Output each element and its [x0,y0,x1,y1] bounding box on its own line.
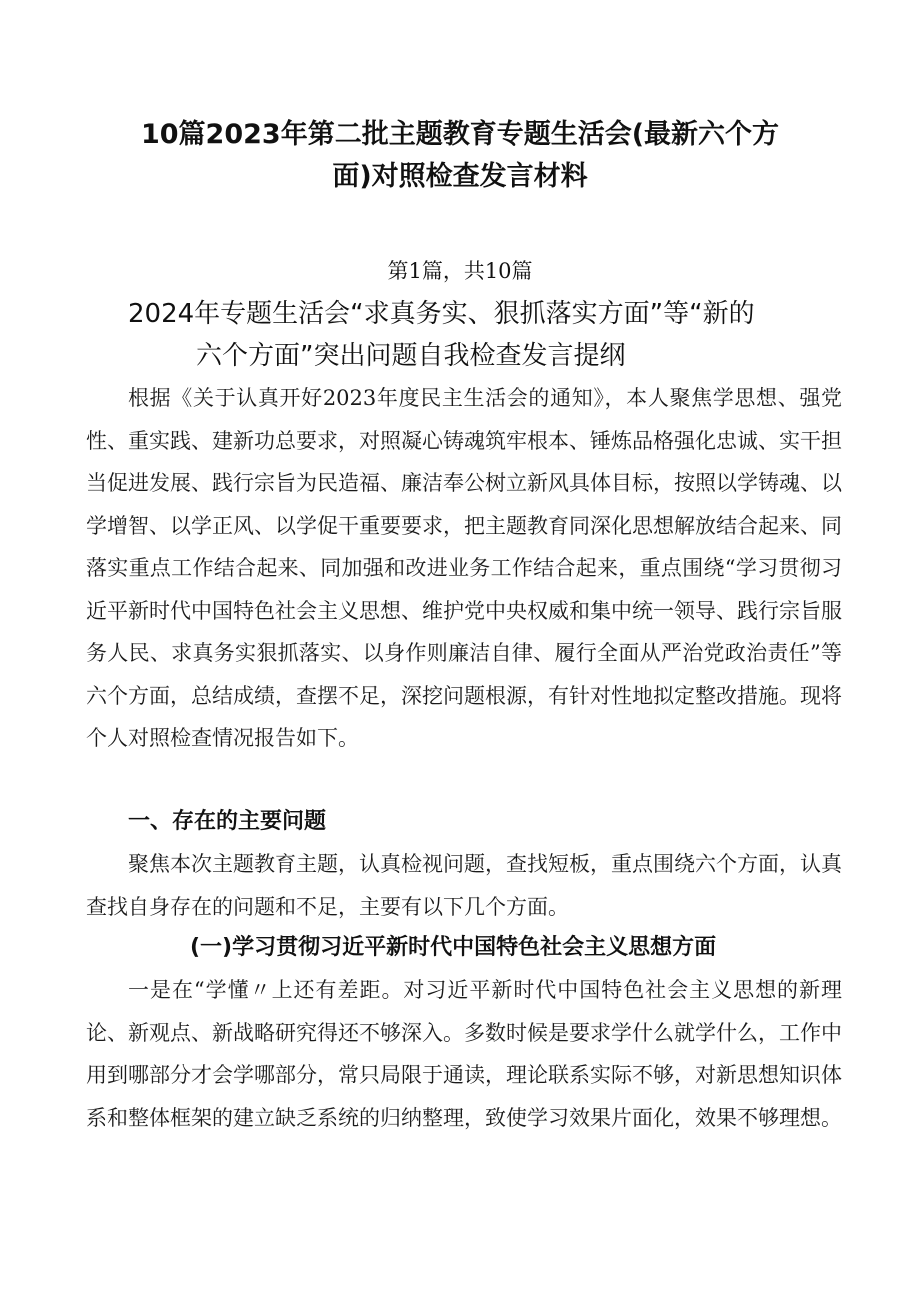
document-title-line-2: 面)对照检查发言材料 [332,161,588,192]
subsection-paragraph-study: 一是在“学懂〃上还有差距。对习近平新时代中国特色社会主义思想的新理论、新观点、新战略研究得还不够深入。多数时候是要求学什么就学什么，工作中用到哪部分才会学哪部分，常只局限于通读，理论联系实际不够，对新思想知识体系和整体框架的建立缺乏系统的归纳整理，致使学习效果片面化，效果不够理想。 [86,978,842,1130]
section-paragraph-main-problems: 聚焦本次主题教育主题，认真检视问题，查找短板，重点围绕六个方面，认真查找自身存在的问题和不足，主要有以下几个方面。 [86,852,842,919]
article-counter: 第1篇，共10篇 [387,259,533,283]
subsection-heading-study: (一)学习贯彻习近平新时代中国特色社会主义思想方面 [190,935,717,960]
article-title-line-2: 六个方面”突出问题自我检查发言提纲 [196,341,626,371]
article-title-line-1: 2024年专题生活会“求真务实、狠抓落实方面”等“新的 [128,299,755,329]
document-title-line-1: 10篇2023年第二批主题教育专题生活会(最新六个方 [140,119,780,150]
section-heading-main-problems: 一、存在的主要问题 [128,809,327,834]
intro-paragraph: 根据《关于认真开好2023年度民主生活会的通知》，本人聚焦学思想、强党性、重实践、建新功总要求，对照凝心铸魂筑牢根本、锤炼品格强化忠诚、实干担当促进发展、践行宗旨为民造福、廉洁奉公树立新风具体目标，按照以学铸魂、以学增智、以学正风、以学促干重要要求，把主题教育同深化思想解放结合起来、同落实重点工作结合起来、同加强和改进业务工作结合起来，重点围绕“学习贯彻习近平新时代中国特色社会主义思想、维护党中央权威和集中统一领导、践行宗旨服务人民、求真务实狠抓落实、以身作则廉洁自律、履行全面从严治党政治责任”等六个方面，总结成绩，查摆不足，深挖问题根源，有针对性地拟定整改措施。现将个人对照检查情况报告如下。 [86,386,842,750]
